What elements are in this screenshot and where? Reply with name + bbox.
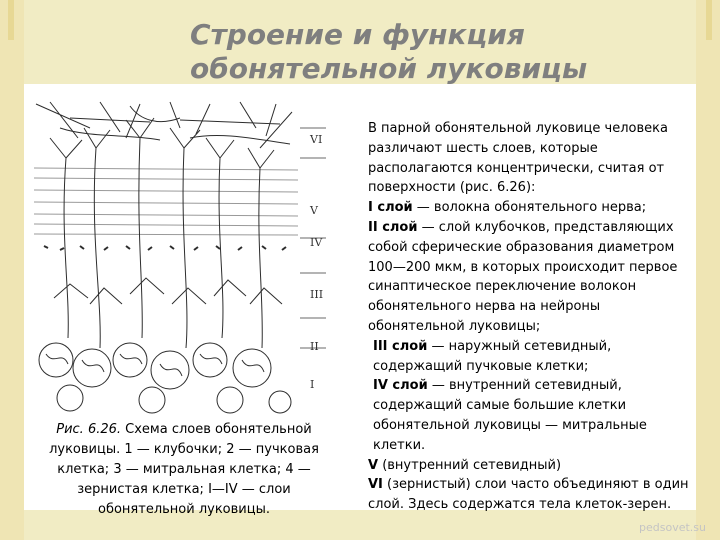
body-text [368, 119, 700, 515]
layer-4-item [368, 376, 700, 455]
layer-4-term: IV слой [373, 378, 428, 394]
layer-5-term: V [368, 457, 379, 473]
layer-diagram [30, 98, 330, 416]
layer-1-term: I слой [368, 200, 413, 216]
layer-4-text: — внутренний сетевидный, содержащий самые большие клетки обонятельной луковицы — митральные клетки. [373, 378, 647, 453]
right-accent [706, 0, 712, 40]
figure-caption [30, 420, 338, 520]
left-accent [8, 0, 14, 40]
layer-label-II: II [310, 340, 319, 353]
layer-2-item [368, 218, 700, 337]
intro-paragraph: В парной обонятельной луковице человека различают шесть слоев, которые располагаются концентрически, считая от поверхности (рис. 6.26): [368, 121, 668, 196]
layer-label-V: V [310, 204, 318, 217]
layer-5-item [368, 456, 700, 476]
layer-label-VI: VI [310, 133, 323, 146]
caption-text: Схема слоев обонятельной луковицы. 1 — клубочки; 2 — пучковая клетка; 3 — митральная клетка; 4 — зернистая клетка; I—IV — слои обонятельной луковицы. [49, 422, 319, 517]
layer-3-term: III слой [373, 338, 428, 354]
watermark: pedsovet.su [639, 521, 706, 534]
layer-5-text: (внутренний сетевидный) [378, 457, 562, 473]
layer-label-I: I [310, 378, 315, 391]
layer-label-III: III [310, 288, 324, 301]
left-bar [0, 0, 24, 540]
layer-6-item [368, 475, 700, 515]
slide-title: Строение и функция обонятельной луковицы [190, 18, 588, 85]
layer-label-IV: IV [310, 236, 323, 249]
layer-3-item [368, 337, 700, 377]
layer-1-item [368, 198, 700, 218]
layer-6-text: (зернистый) слои часто объединяют в один слой. Здесь содержатся тела клеток-зерен. [368, 477, 689, 513]
layer-1-text: — волокна обонятельного нерва; [412, 200, 647, 216]
figure-reference: Рис. 6.26. [56, 422, 122, 437]
layer-3-text: — наружный сетевидный, содержащий пучковые клетки; [373, 338, 612, 374]
layer-2-term: II слой [368, 219, 418, 235]
olfactory-bulb-figure [30, 98, 330, 416]
layer-2-text: — слой клубочков, представляющих собой сферические образования диаметром 100—200 мкм, в которых происходит первое синаптическое переключение волокон обонятельного нерва на нейроны обонятельной луковицы; [368, 219, 678, 334]
layer-6-term: VI [368, 477, 383, 493]
